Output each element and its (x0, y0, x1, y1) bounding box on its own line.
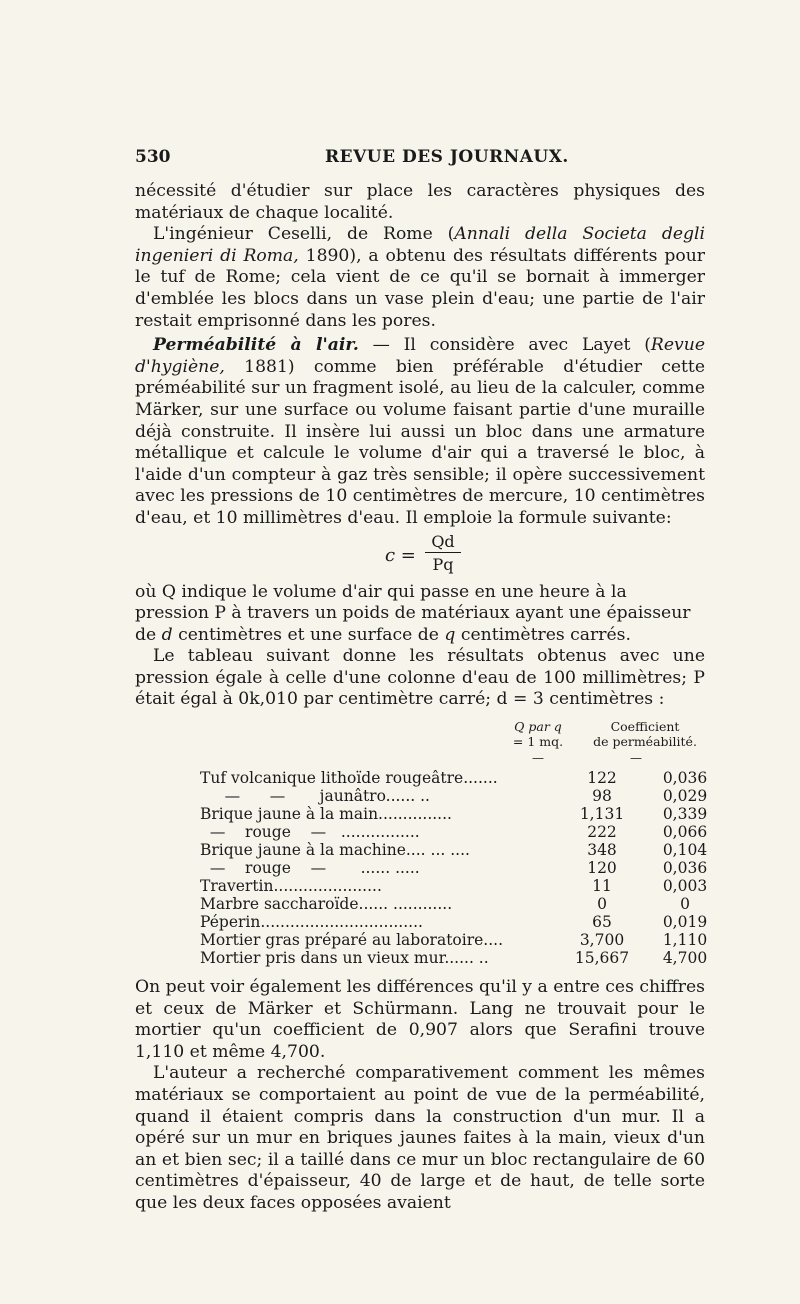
definitions-text-a: où Q indique le volume d'air qui passe en une heure à la pression P à travers un poids de matériaux ayant une épaisseur de (135, 581, 691, 645)
col-c-dash: — (630, 751, 642, 766)
row-material: Brique jaune à la machine.... ... .... (200, 841, 470, 860)
paragraph-definitions (135, 582, 705, 647)
definitions-text-c: centimètres carrés. (455, 624, 631, 645)
row-coefficient: 0,066 (662, 823, 708, 842)
row-q-value: 3,700 (579, 931, 625, 950)
definitions-text-b: centimètres et une surface de (172, 624, 445, 645)
permeabilite-text-b: 1881) comme bien préférable d'étudier cette préméabilité sur un fragment isolé, au lieu de la calculer, comme Märker, sur une surface ou volume faisant partie d'une muraille déjà construite. Il insère lui aussi un bloc dans une armature métallique et calcule le volume d'air qui a traversé le bloc, à l'aide d'un compteur à gaz très sensible; il opère successivement avec les pressions de 10 centimètres de mercure, 10 centimètres d'eau, et 10 millimètres d'eau. Il emploie la formule suivante: (135, 356, 705, 528)
row-coefficient: 0,104 (662, 841, 708, 860)
paragraph-ceselli (135, 224, 705, 332)
row-q-value: 11 (592, 877, 612, 896)
col-header-c-line2: de perméabilité. (593, 734, 697, 750)
formula-numerator: Qd (425, 532, 461, 553)
row-coefficient: 0,029 (662, 787, 708, 806)
row-material: — — jaunâtro...... .. (200, 787, 430, 806)
page-number: 530 (135, 147, 171, 167)
var-q: q (444, 624, 456, 645)
paragraph-auteur: L'auteur a recherché comparativement comment les mêmes matériaux se comportaient au point de vue de la perméabilité, quand il étaient compris dans la construction d'un mur. Il a opéré sur un mur en briques jaunes faites à la main, vieux d'un an et bien sec; il a taillé dans ce mur un bloc rectangulaire de 60 centimètres d'épaisseur, 40 de large et de haut, de telle sorte que les deux faces opposées avaient (135, 1063, 705, 1213)
formula (135, 530, 705, 582)
col-header-c-line1: Coefficient (610, 719, 680, 735)
row-material: Péperin................................. (200, 913, 423, 932)
row-coefficient: 0,019 (662, 913, 708, 932)
row-material: — rouge — ...... ..... (200, 859, 420, 878)
col-header-q (503, 719, 573, 749)
table-row (200, 949, 708, 970)
formula-lhs: c = (385, 544, 416, 566)
formula-denominator: Pq (432, 554, 454, 574)
row-coefficient: 0,339 (662, 805, 708, 824)
paragraph-differences: On peut voir également les différences qu'il y a entre ces chiffres et ceux de Märker et Schürmann. Lang ne trouvait pour le mortier qu'un coefficient de 0,907 alors que Serafini trouve 1,110 et même 4,700. (135, 977, 705, 1062)
section-heading: Perméabilité à l'air. (153, 335, 359, 356)
row-coefficient: 0,036 (662, 859, 708, 878)
paragraph-tableau-intro: Le tableau suivant donne les résultats obtenus avec une pression égale à celle d'une colonne d'eau de 100 millimètres; P était égal à 0k,010 par centimètre carré; d = 3 centimètres : (135, 646, 705, 710)
paragraph-1: nécessité d'étudier sur place les caractères physiques des matériaux de chaque localité. (135, 181, 705, 223)
running-header (135, 147, 705, 171)
annali-citation: Annali della Societa degli ingenieri di Roma, (135, 224, 705, 266)
col-header-q-line2: = 1 mq. (512, 734, 564, 750)
results-table (135, 713, 708, 968)
row-material: Mortier gras préparé au laboratoire.... (200, 931, 503, 950)
row-material: Travertin...................... (200, 877, 382, 896)
text-body (135, 181, 708, 1215)
col-q-dash: — (532, 751, 544, 766)
ceselli-text-a: L'ingénieur Ceselli, de Rome ( (153, 224, 455, 245)
paragraph-permeabilite (135, 335, 705, 529)
row-material: Marbre saccharoïde...... ............ (200, 895, 453, 914)
row-coefficient: 1,110 (662, 931, 708, 950)
row-q-value: 0 (597, 895, 607, 914)
row-q-value: 1,131 (579, 805, 625, 824)
row-material: Brique jaune à la main............... (200, 805, 452, 824)
col-header-q-line1: Q par q (514, 719, 562, 735)
permeabilite-text-a: — Il considère avec Layet ( (358, 335, 651, 356)
formula-fraction (425, 532, 461, 574)
row-coefficient: 0,003 (662, 877, 708, 896)
row-material: — rouge — ................ (200, 823, 420, 842)
journal-title: REVUE DES JOURNAUX. (325, 147, 569, 167)
row-coefficient: 0 (680, 895, 690, 914)
row-coefficient: 0,036 (662, 769, 708, 788)
row-q-value: 348 (587, 841, 617, 860)
var-d: d (161, 624, 173, 645)
row-q-value: 15,667 (574, 949, 630, 968)
row-q-value: 65 (592, 913, 612, 932)
revue-citation: Revue d'hygiène, (135, 335, 705, 377)
row-coefficient: 4,700 (662, 949, 708, 968)
col-header-coefficient (580, 719, 710, 749)
row-material: Mortier pris dans un vieux mur...... .. (200, 949, 489, 968)
row-material: Tuf volcanique lithoïde rougeâtre....... (200, 769, 498, 788)
ceselli-text-b: 1890), a obtenu des résultats différents pour le tuf de Rome; cela vient de ce qu'il se bornait à immerger d'emblée les blocs dans un vase plein d'eau; une partie de l'air restait emprisonné dans les pores. (135, 245, 705, 331)
row-q-value: 120 (587, 859, 617, 878)
row-q-value: 98 (592, 787, 612, 806)
row-q-value: 222 (587, 823, 617, 842)
row-q-value: 122 (587, 769, 617, 788)
